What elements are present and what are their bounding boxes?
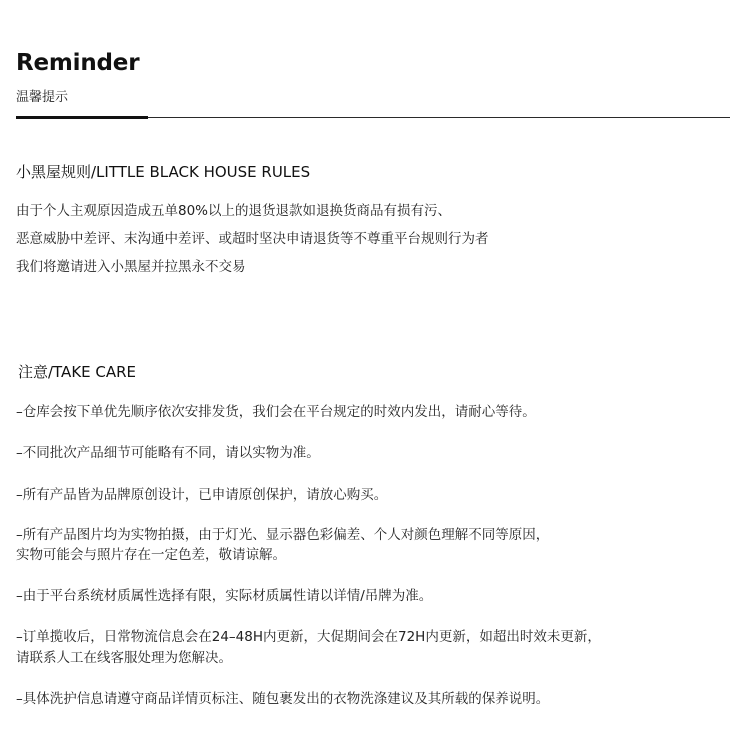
page-title: Reminder (16, 50, 140, 76)
care-item: –所有产品图片均为实物拍摄，由于灯光、显示器色彩偏差、个人对颜色理解不同等原因， (16, 527, 550, 543)
care-item: –所有产品皆为品牌原创设计，已申请原创保护，请放心购买。 (16, 487, 388, 503)
rules-line: 由于个人主观原因造成五单80%以上的退货退款如退换货商品有损有污、 (16, 203, 452, 219)
care-item: –订单揽收后，日常物流信息会在24–48H内更新，大促期间会在72H内更新，如超出时效未更新， (16, 629, 601, 645)
care-item: –由于平台系统材质属性选择有限，实际材质属性请以详情/吊牌为准。 (16, 588, 433, 604)
rules-line: 恶意威胁中差评、末沟通中差评、或超时坚决申请退货等不尊重平台规则行为者 (16, 231, 489, 247)
header-divider-accent (16, 116, 148, 119)
care-item: –具体洗护信息请遵守商品详情页标注、随包裹发出的衣物洗涤建议及其所载的保养说明。 (16, 691, 550, 707)
care-item-continued: 请联系人工在线客服处理为您解决。 (16, 650, 232, 666)
care-item: –仓库会按下单优先顺序依次安排发货，我们会在平台规定的时效内发出，请耐心等待。 (16, 404, 536, 420)
care-item: –不同批次产品细节可能略有不同，请以实物为准。 (16, 445, 320, 461)
rules-line: 我们将邀请进入小黑屋并拉黑永不交易 (16, 259, 246, 275)
care-item-continued: 实物可能会与照片存在一定色差，敬请谅解。 (16, 547, 286, 563)
rules-heading: 小黑屋规则/LITTLE BLACK HOUSE RULES (16, 163, 311, 181)
care-heading: 注意/TAKE CARE (18, 363, 137, 381)
page-subtitle: 温馨提示 (16, 90, 69, 105)
